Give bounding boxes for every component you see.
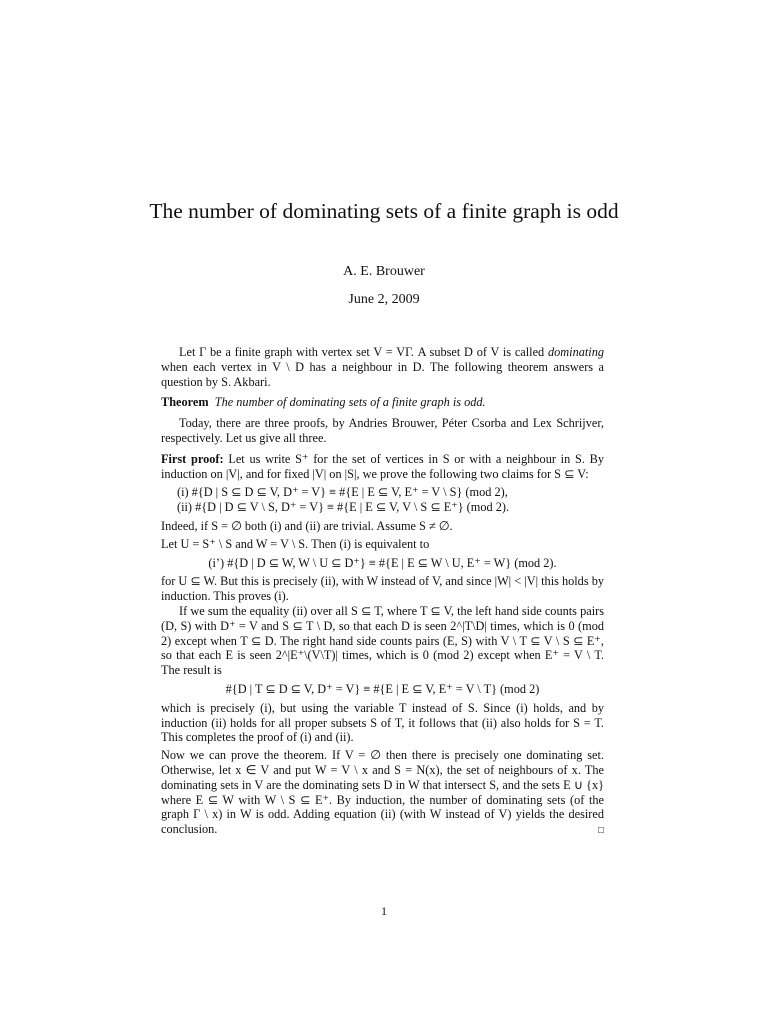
proofs-intro: Today, there are three proofs, by Andries Brouwer, Péter Csorba and Lex Schrijver, respectively. Let us give all three. xyxy=(161,416,604,445)
which-paragraph: which is precisely (i), but using the variable T instead of S. Since (i) holds, and by induction (ii) holds for all proper subsets S of T, it follows that (ii) also holds for S = T. This completes the proof of (i) and (ii). xyxy=(161,700,604,745)
author: A. E. Brouwer xyxy=(343,264,425,279)
trivial-case: Indeed, if S = ∅ both (i) and (ii) are trivial. Assume S ≠ ∅. xyxy=(161,518,453,533)
paper-title: The number of dominating sets of a finite graph is odd xyxy=(149,199,619,223)
claims-block xyxy=(177,485,604,515)
theorem-statement: The number of dominating sets of a finite graph is odd. xyxy=(214,395,486,410)
result-equation: #{D | T ⊆ D ⊆ V, D⁺ = V} ≡ #{E | E ⊆ V, E⁺ = V \ T} (mod 2) xyxy=(225,681,540,696)
conclusion-paragraph: Now we can prove the theorem. If V = ∅ then there is precisely one dominating set. Otherwise, let x ∈ V and put W = V \ x and S = N(x), the set of neighbours of x. The dominating sets in V are the dominating sets D in W that intersect S, and the sets E ∪ {x} where E ⊆ W with W \ S ⊆ E⁺. By induction, the number of dominating sets (of the graph Γ \ x) in W is odd. Adding equation (ii) (with W instead of V) yields the desired conclusion. □ xyxy=(161,748,604,837)
claim-ii: (ii) #{D | D ⊆ V \ S, D⁺ = V} ≡ #{E | E ⊆ V, V \ S ⊆ E⁺} (mod 2). xyxy=(177,500,510,515)
theorem xyxy=(161,395,604,410)
page-number: 1 xyxy=(381,904,387,918)
claim-i: (i) #{D | S ⊆ D ⊆ V, D⁺ = V} ≡ #{E | E ⊆ V, E⁺ = V \ S} (mod 2), xyxy=(177,485,508,500)
for-u-paragraph: for U ⊆ W. But this is precisely (ii), with W instead of V, and since |W| < |V| this holds by induction. This proves (i). xyxy=(161,574,604,604)
first-proof-paragraph: First proof: Let us write S⁺ for the set of vertices in S or with a neighbour in S. By induction on |V|, and for fixed |V| on |S|, we prove the following two claims for S ⊆ V: xyxy=(161,451,604,481)
qed-symbol: □ xyxy=(597,825,604,837)
date: June 2, 2009 xyxy=(348,292,420,307)
first-proof-label: First proof: xyxy=(161,451,224,466)
paper-body xyxy=(161,345,604,839)
dominating-term: dominating xyxy=(547,345,604,359)
let-u-line: Let U = S⁺ \ S and W = V \ S. Then (i) is equivalent to xyxy=(161,536,430,551)
theorem-label: Theorem xyxy=(161,395,209,410)
intro-paragraph: Let Γ be a finite graph with vertex set V = VΓ. A subset D of V is called dominating when each vertex in V \ D has a neighbour in D. The following theorem answers a question by S. Akbari. xyxy=(161,345,604,389)
claim-i-prime: (i’) #{D | D ⊆ W, W \ U ⊆ D⁺} ≡ #{E | E ⊆ W \ U, E⁺ = W} (mod 2). xyxy=(208,555,557,570)
sum-paragraph: If we sum the equality (ii) over all S ⊆ T, where T ⊆ V, the left hand side counts pairs (D, S) with D⁺ = V and S ⊆ T \ D, so that each D is seen 2^|T\D| times, which is 0 (mod 2) except when T ⊆ D. The right hand side counts pairs (E, S) with V \ T ⊆ V \ S ⊆ E⁺, so that each E is seen 2^|E⁺\(V\T)| times, which is 0 (mod 2) except when E⁺ = V \ T. The result is xyxy=(161,603,604,678)
